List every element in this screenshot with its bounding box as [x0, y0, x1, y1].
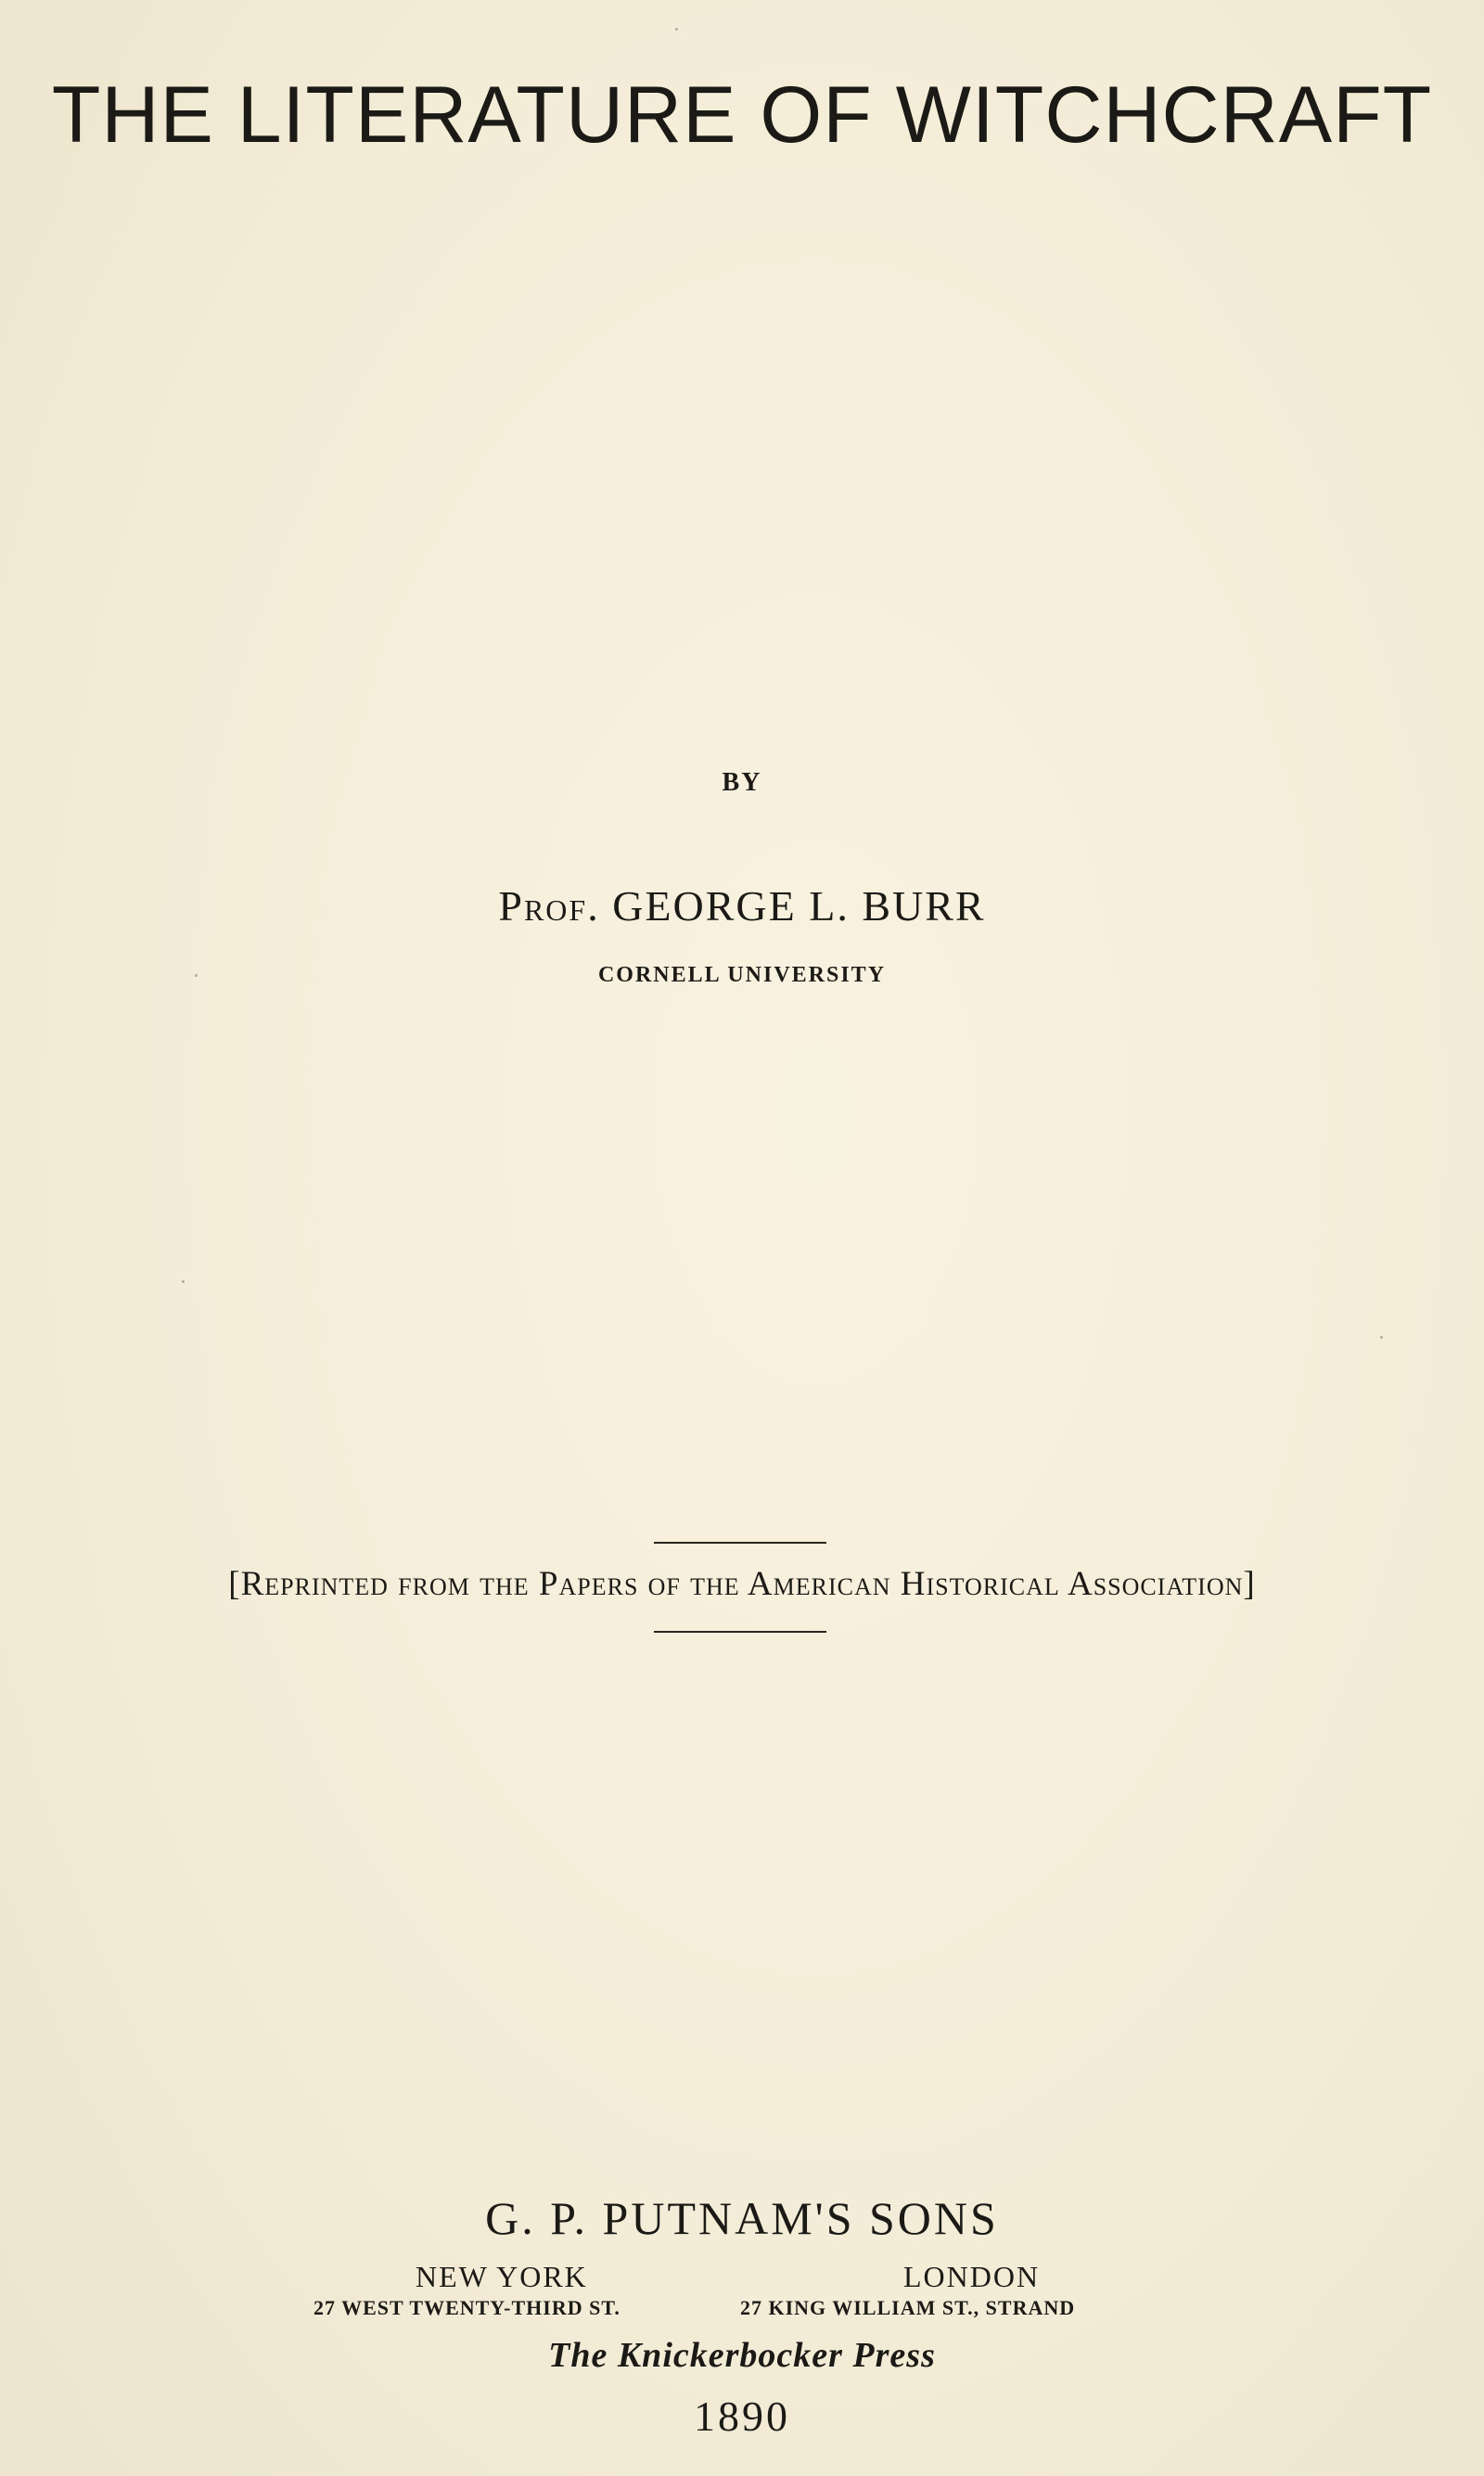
- reprint-note: [Reprinted from the Papers of the American Historical Association]: [228, 1565, 1256, 1603]
- byline: BY: [722, 768, 762, 797]
- divider-bottom: [654, 1631, 826, 1633]
- paper-speck: [1380, 1336, 1383, 1339]
- publisher-address-london: 27 KING WILLIAM ST., STRAND: [740, 2296, 1076, 2319]
- publisher-address-new-york: 27 WEST TWENTY-THIRD ST.: [313, 2296, 620, 2319]
- publisher-city-london: LONDON: [903, 2260, 1041, 2293]
- book-title: THE LITERATURE OF WITCHCRAFT: [51, 71, 1433, 160]
- paper-speck: [195, 974, 198, 977]
- publication-year: 1890: [694, 2393, 790, 2440]
- publisher-city-new-york: NEW YORK: [416, 2260, 588, 2293]
- press-imprint: The Knickerbocker Press: [548, 2336, 936, 2375]
- author-affiliation: CORNELL UNIVERSITY: [597, 963, 887, 987]
- paper-speck: [675, 28, 678, 31]
- publisher-name: G. P. PUTNAM'S SONS: [485, 2192, 999, 2244]
- author-name: Prof. GEORGE L. BURR: [498, 882, 986, 930]
- divider-top: [654, 1542, 826, 1544]
- paper-speck: [182, 1280, 185, 1283]
